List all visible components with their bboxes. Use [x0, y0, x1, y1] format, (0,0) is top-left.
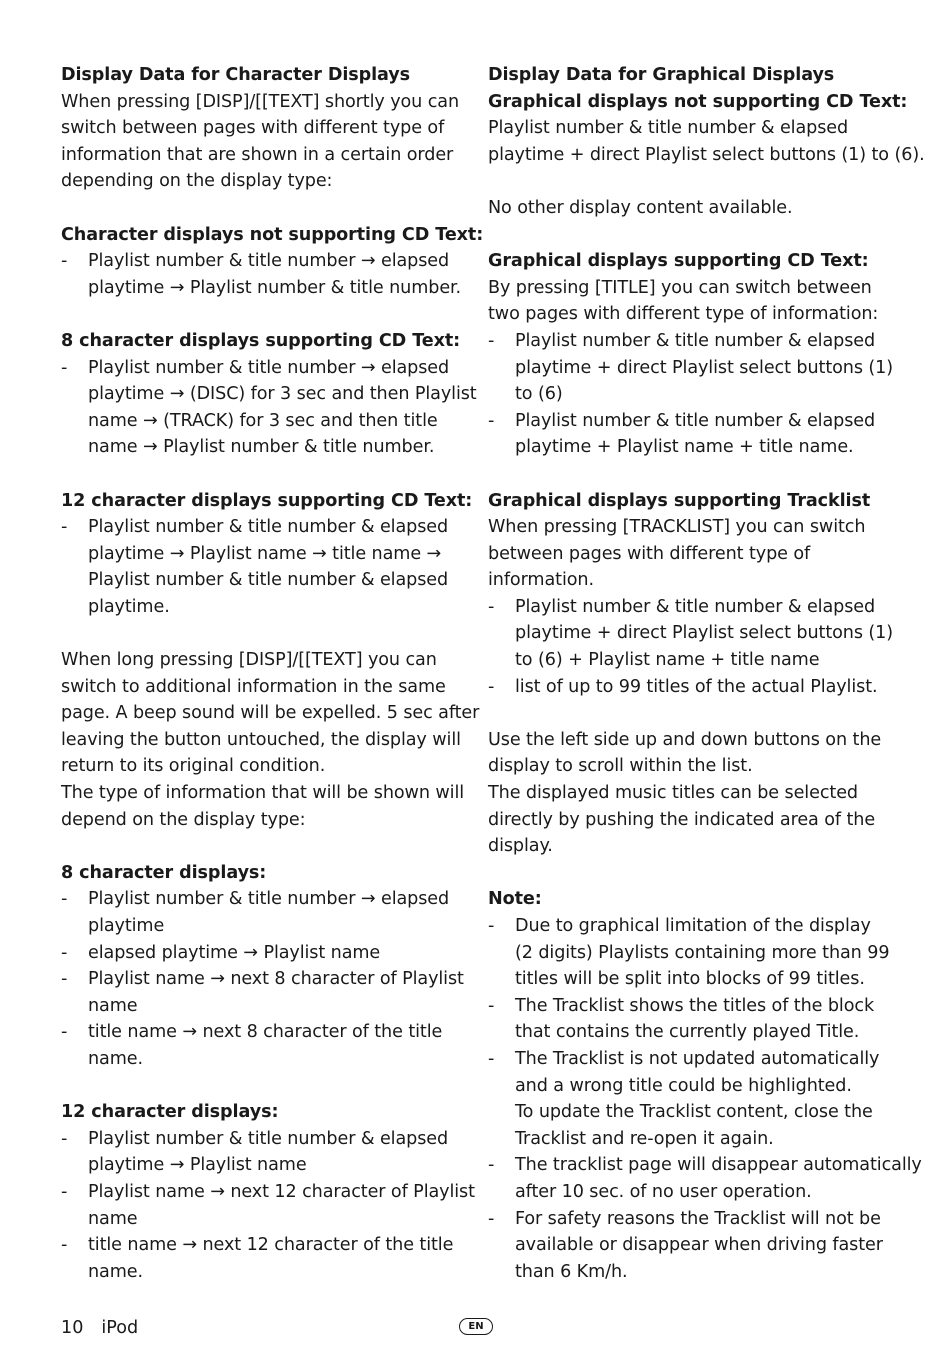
text-line: Playlist number & title number & elapsed — [515, 330, 876, 351]
text-line: When pressing [DISP]/[[TEXT] shortly you can — [61, 91, 460, 112]
section-heading: Display Data for Character Displays — [61, 65, 411, 85]
text-line: playtime → (DISC) for 3 sec and then Playlist — [88, 384, 477, 405]
bullet-item — [61, 1019, 466, 1072]
bullet-item — [488, 1152, 922, 1205]
bullet-dash: - — [488, 995, 495, 1016]
paragraph — [61, 89, 466, 195]
text-line: Playlist number & title number & elapsed — [88, 1128, 449, 1149]
text-line: Playlist number & title number → elapsed — [88, 889, 450, 910]
text-line: (2 digits) Playlists containing more than 99 — [515, 942, 890, 963]
bullet-item — [488, 674, 908, 701]
bullet-item — [488, 328, 908, 408]
bullet-item — [61, 940, 466, 967]
text-line: after 10 sec. of no user operation. — [515, 1181, 812, 1202]
text-line: available or disappear when driving faster — [515, 1235, 883, 1256]
text-line: name. — [88, 1048, 143, 1069]
text-line: depending on the display type: — [61, 171, 333, 192]
subsection-heading: Graphical displays supporting Tracklist — [488, 490, 871, 511]
text-line: name → Playlist number & title number. — [88, 437, 435, 458]
text-line: For safety reasons the Tracklist will not be — [515, 1208, 881, 1229]
bullet-dash: - — [488, 916, 495, 936]
subsection-heading: 8 character displays supporting CD Text: — [61, 330, 461, 351]
bullet-item — [488, 1046, 908, 1152]
text-line: page. A beep sound will be expelled. 5 sec after — [61, 703, 480, 724]
subsection-heading: Graphical displays supporting CD Text: — [488, 251, 869, 272]
right-column — [488, 62, 925, 1285]
text-line: Playlist name → next 12 character of Playlist — [88, 1181, 475, 1202]
bullet-item — [61, 248, 466, 301]
left-column — [61, 62, 484, 1285]
text-line: The tracklist page will disappear automatically — [515, 1155, 922, 1176]
text-line: No other display content available. — [488, 197, 793, 218]
text-line: switch to additional information in the same — [61, 676, 446, 697]
section-label: iPod — [101, 1318, 139, 1338]
text-line: Use the left side up and down buttons on the — [488, 729, 882, 750]
text-line: Playlist number & title number → elapsed — [88, 251, 450, 272]
section-heading: Display Data for Graphical Displays — [488, 65, 835, 85]
text-line: title name → next 12 character of the title — [88, 1235, 454, 1256]
text-line: to (6) — [515, 384, 563, 405]
bullet-dash: - — [61, 517, 68, 538]
text-line: depend on the display type: — [61, 809, 306, 830]
text-line: name → (TRACK) for 3 sec and then title — [88, 410, 438, 431]
text-line: Playlist number & title number & elapsed — [515, 596, 876, 617]
bullet-dash: - — [488, 410, 495, 431]
bullet-dash: - — [488, 1155, 495, 1176]
bullet-dash: - — [61, 357, 68, 378]
text-line: playtime. — [88, 596, 170, 617]
bullet-dash: - — [488, 1048, 495, 1069]
text-line: leaving the button untouched, the display will — [61, 729, 461, 750]
text-line: directly by pushing the indicated area of the — [488, 809, 876, 830]
text-line: playtime + Playlist name + title name. — [515, 437, 854, 458]
bullet-item — [488, 594, 908, 674]
bullet-item — [488, 408, 908, 461]
bullet-dash: - — [61, 251, 68, 272]
text-line: playtime → Playlist number & title number. — [88, 277, 462, 298]
text-line: playtime + direct Playlist select buttons (1) — [515, 357, 894, 378]
paragraph — [488, 115, 925, 168]
bullet-item — [488, 913, 908, 993]
text-line: To update the Tracklist content, close the — [515, 1102, 873, 1123]
text-line: The Tracklist is not updated automatically — [515, 1048, 880, 1069]
text-line: Playlist number & title number & elapsed — [88, 570, 449, 591]
bullet-item — [488, 993, 908, 1046]
text-line: title name → next 8 character of the title — [88, 1022, 443, 1043]
paragraph — [488, 514, 908, 594]
text-line: playtime — [88, 916, 165, 936]
text-line: information that are shown in a certain order — [61, 144, 454, 165]
bullet-item — [61, 1126, 466, 1179]
text-line: name — [88, 1208, 138, 1229]
text-line: information. — [488, 570, 594, 591]
text-line: list of up to 99 titles of the actual Playlist. — [515, 676, 878, 697]
text-line: elapsed playtime → Playlist name — [88, 942, 381, 963]
text-line: playtime + direct Playlist select buttons (1) to (6). — [488, 144, 925, 165]
page-number: 10 — [61, 1318, 84, 1338]
text-line: When pressing [TRACKLIST] you can switch — [488, 517, 866, 538]
bullet-dash: - — [61, 889, 68, 910]
text-line: When long pressing [DISP]/[[TEXT] you can — [61, 650, 437, 671]
bullet-dash: - — [61, 969, 68, 990]
bullet-dash: - — [488, 1208, 495, 1229]
text-line: playtime → Playlist name — [88, 1155, 307, 1176]
bullet-dash: - — [61, 1181, 68, 1202]
text-line: that contains the currently played Title. — [515, 1022, 860, 1043]
bullet-item — [61, 966, 466, 1019]
text-line: Playlist name → next 8 character of Playlist — [88, 969, 464, 990]
text-line: display. — [488, 836, 553, 857]
bullet-dash: - — [61, 1128, 68, 1149]
text-line: The Tracklist shows the titles of the block — [515, 995, 875, 1016]
bullet-item — [488, 1206, 908, 1286]
subsection-heading: Graphical displays not supporting CD Text: — [488, 91, 908, 112]
text-line: titles will be split into blocks of 99 titles. — [515, 969, 865, 990]
text-line: name. — [88, 1261, 143, 1282]
language-badge: EN — [459, 1318, 493, 1335]
text-line: playtime → Playlist name → title name → — [88, 543, 442, 564]
subsection-heading: 8 character displays: — [61, 862, 267, 883]
paragraph — [488, 275, 908, 328]
text-line: playtime + direct Playlist select buttons (1) — [515, 623, 894, 644]
paragraph — [488, 727, 908, 860]
subsection-heading: 12 character displays: — [61, 1102, 279, 1123]
subsection-heading: 12 character displays supporting CD Text: — [61, 490, 473, 511]
text-line: return to its original condition. — [61, 756, 326, 777]
bullet-dash: - — [61, 942, 68, 963]
text-line: Playlist number & title number & elapsed — [488, 118, 849, 139]
text-line: and a wrong title could be highlighted. — [515, 1075, 852, 1096]
text-line: By pressing [TITLE] you can switch between — [488, 277, 872, 298]
text-line: Playlist number & title number & elapsed — [88, 517, 449, 538]
text-line: switch between pages with different type of — [61, 118, 445, 139]
text-line: to (6) + Playlist name + title name — [515, 650, 820, 671]
note-heading: Note: — [488, 889, 542, 910]
bullet-dash: - — [61, 1022, 68, 1043]
bullet-dash: - — [488, 676, 495, 697]
text-line: The displayed music titles can be selected — [488, 783, 858, 804]
text-line: between pages with different type of — [488, 543, 811, 564]
text-line: than 6 Km/h. — [515, 1261, 628, 1282]
paragraph — [61, 647, 480, 833]
text-line: two pages with different type of information: — [488, 304, 879, 325]
text-line: Tracklist and re-open it again. — [515, 1128, 774, 1149]
bullet-item — [61, 355, 477, 461]
bullet-dash: - — [488, 330, 495, 351]
text-line: Due to graphical limitation of the display — [515, 916, 871, 936]
bullet-item — [61, 886, 466, 939]
bullet-item — [61, 514, 466, 620]
text-line: Playlist number & title number → elapsed — [88, 357, 450, 378]
bullet-dash: - — [488, 596, 495, 617]
text-line: name — [88, 995, 138, 1016]
subsection-heading: Character displays not supporting CD Text: — [61, 224, 484, 245]
text-line: display to scroll within the list. — [488, 756, 753, 777]
text-line: The type of information that will be shown will — [61, 783, 465, 804]
text-line: Playlist number & title number & elapsed — [515, 410, 876, 431]
bullet-item — [61, 1232, 466, 1285]
bullet-item — [61, 1179, 475, 1232]
page-footer — [61, 1316, 138, 1340]
bullet-dash: - — [61, 1235, 68, 1256]
